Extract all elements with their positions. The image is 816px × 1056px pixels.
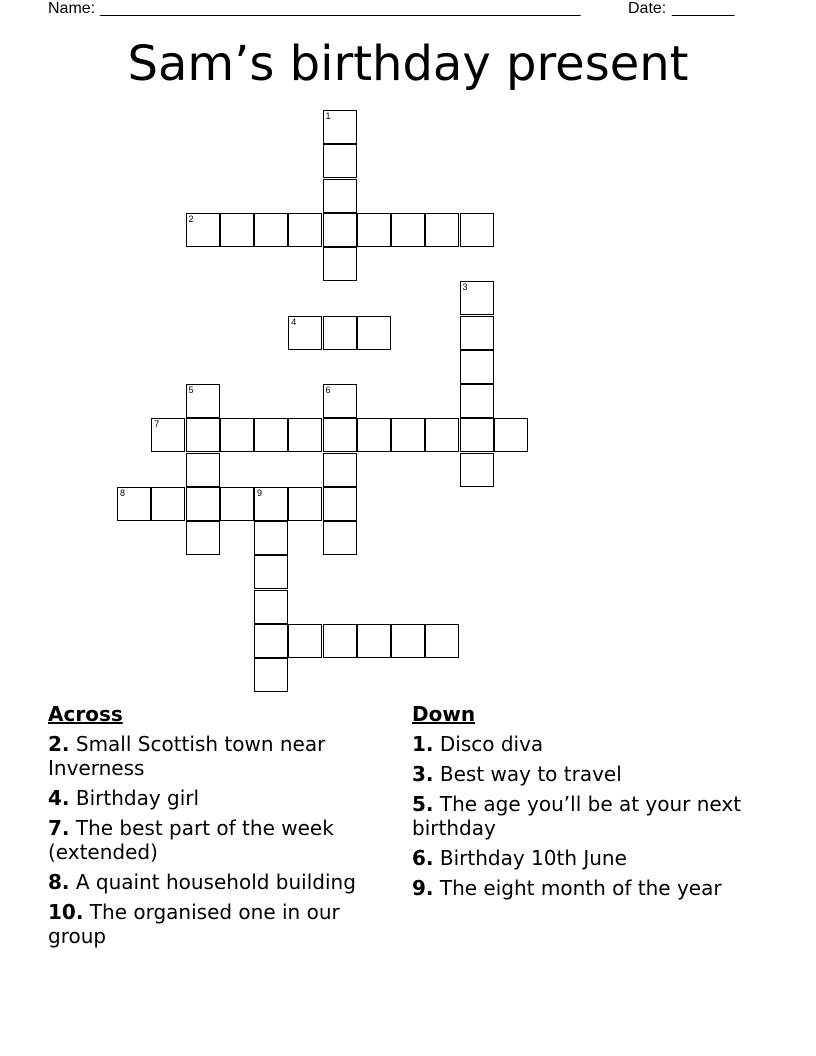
crossword-cell[interactable] — [254, 658, 288, 692]
crossword-cell[interactable] — [323, 110, 357, 144]
name-blank-line: ______________________________________________________ — [100, 0, 581, 17]
clue-number: 7. — [48, 816, 70, 840]
down-clue — [412, 846, 742, 870]
clue-text: Disco diva — [439, 732, 544, 756]
crossword-cell[interactable] — [425, 418, 459, 452]
crossword-cell[interactable] — [151, 487, 185, 521]
crossword-cell[interactable] — [357, 213, 391, 247]
across-heading: Across — [48, 702, 123, 726]
clue-text: Small Scottish town near Inverness — [48, 732, 326, 780]
crossword-cell[interactable] — [288, 418, 322, 452]
clue-text: The age you’ll be at your next birthday — [412, 792, 742, 840]
crossword-cell[interactable] — [460, 453, 494, 487]
cell-number: 5 — [188, 385, 194, 395]
clue-text: Birthday 10th June — [439, 846, 627, 870]
crossword-cell[interactable] — [323, 487, 357, 521]
crossword-cell[interactable] — [391, 418, 425, 452]
cell-number: 1 — [325, 111, 331, 121]
clue-number: 2. — [48, 732, 70, 756]
crossword-cell[interactable] — [254, 555, 288, 589]
crossword-cell[interactable] — [220, 487, 254, 521]
crossword-cell[interactable] — [391, 213, 425, 247]
down-clues — [412, 702, 742, 906]
down-clue — [412, 762, 742, 786]
name-label: Name: — [48, 0, 96, 17]
crossword-cell[interactable] — [186, 487, 220, 521]
crossword-cell[interactable] — [323, 179, 357, 213]
crossword-cell[interactable] — [460, 418, 494, 452]
crossword-cell[interactable] — [357, 624, 391, 658]
across-clue — [48, 816, 398, 864]
down-heading: Down — [412, 702, 476, 726]
cell-number: 7 — [154, 419, 160, 430]
crossword-cell[interactable] — [323, 418, 357, 452]
crossword-cell[interactable] — [323, 521, 357, 555]
crossword-cell[interactable] — [254, 521, 288, 555]
crossword-cell[interactable] — [117, 487, 151, 521]
clue-text: The organised one in our group — [48, 900, 340, 948]
crossword-cell[interactable] — [460, 213, 494, 247]
date-label: Date: — [628, 0, 667, 17]
cell-number: 9 — [257, 487, 263, 498]
crossword-cell[interactable] — [186, 418, 220, 452]
crossword-cell[interactable] — [460, 350, 494, 384]
crossword-cell[interactable] — [254, 487, 288, 521]
clue-text: The eight month of the year — [439, 876, 722, 900]
crossword-cell[interactable] — [254, 213, 288, 247]
clue-number: 10. — [48, 900, 84, 924]
crossword-cell[interactable] — [460, 281, 494, 315]
clue-number: 5. — [412, 792, 434, 816]
crossword-cell[interactable] — [254, 624, 288, 658]
crossword-cell[interactable] — [323, 453, 357, 487]
down-clue — [412, 732, 742, 756]
clue-number: 8. — [48, 870, 70, 894]
crossword-cell[interactable] — [288, 487, 322, 521]
crossword-cell[interactable] — [460, 384, 494, 418]
crossword-cell[interactable] — [220, 213, 254, 247]
across-clue — [48, 870, 398, 894]
down-clue — [412, 792, 742, 840]
clue-number: 4. — [48, 786, 70, 810]
crossword-cell[interactable] — [425, 624, 459, 658]
clue-text: Birthday girl — [75, 786, 200, 810]
crossword-cell[interactable] — [357, 418, 391, 452]
clue-number: 3. — [412, 762, 434, 786]
date-blank-line: _______ — [672, 0, 735, 17]
crossword-cell[interactable] — [323, 247, 357, 281]
crossword-cell[interactable] — [323, 213, 357, 247]
crossword-cell[interactable] — [391, 624, 425, 658]
crossword-cell[interactable] — [186, 384, 220, 418]
crossword-cell[interactable] — [323, 384, 357, 418]
cell-number: 6 — [325, 385, 331, 395]
cell-number: 2 — [188, 213, 194, 224]
crossword-cell[interactable] — [323, 624, 357, 658]
across-clues — [48, 702, 398, 954]
crossword-cell[interactable] — [186, 521, 220, 555]
clue-text: The best part of the week (extended) — [48, 816, 334, 864]
clue-number: 1. — [412, 732, 434, 756]
crossword-cell[interactable] — [425, 213, 459, 247]
crossword-cell[interactable] — [186, 453, 220, 487]
crossword-cell[interactable] — [254, 418, 288, 452]
crossword-cell[interactable] — [357, 316, 391, 350]
clue-number: 6. — [412, 846, 434, 870]
crossword-cell[interactable] — [323, 316, 357, 350]
crossword-cell[interactable] — [186, 213, 220, 247]
across-clue — [48, 900, 398, 948]
page-title: Sam’s birthday present — [127, 36, 689, 92]
across-clue — [48, 786, 398, 810]
crossword-cell[interactable] — [288, 624, 322, 658]
clue-number: 9. — [412, 876, 434, 900]
cell-number: 4 — [291, 316, 297, 327]
crossword-cell[interactable] — [254, 590, 288, 624]
cell-number: 3 — [462, 282, 468, 293]
crossword-cell[interactable] — [220, 418, 254, 452]
crossword-cell[interactable] — [494, 418, 528, 452]
crossword-cell[interactable] — [323, 144, 357, 178]
crossword-cell[interactable] — [288, 213, 322, 247]
clue-text: A quaint household building — [75, 870, 356, 894]
clue-text: Best way to travel — [439, 762, 622, 786]
crossword-cell[interactable] — [460, 316, 494, 350]
cell-number: 8 — [120, 487, 126, 498]
down-clue — [412, 876, 742, 900]
crossword-cell[interactable] — [151, 418, 185, 452]
across-clue — [48, 732, 398, 780]
crossword-cell[interactable] — [288, 316, 322, 350]
